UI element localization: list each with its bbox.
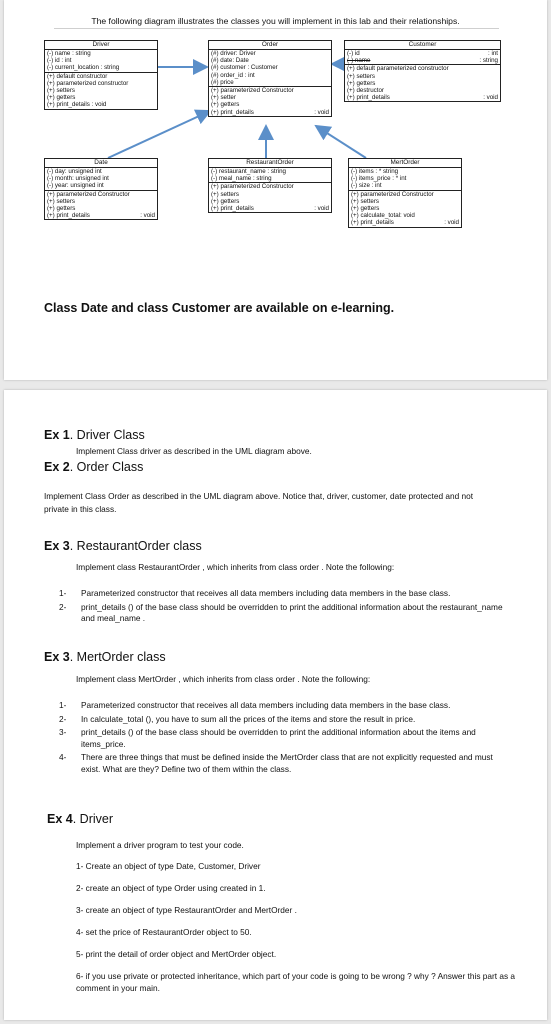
method-label: (+) destructor [347, 87, 384, 95]
method-label: (+) parameterized constructor [47, 79, 129, 87]
method-row [47, 94, 155, 101]
attribute-row [211, 50, 329, 57]
uml-date-class [44, 158, 158, 220]
attribute-type [152, 64, 155, 71]
ex3b-text: Implement class MertOrder , which inherits from class order . Note the following: [76, 674, 371, 684]
attribute-row [47, 182, 155, 189]
intro-text: The following diagram illustrates the classes you will implement in this lab and their relationships. [91, 16, 460, 26]
attributes-section [45, 168, 157, 190]
list-marker: 1- [59, 588, 67, 598]
ex1-heading [44, 428, 145, 442]
attribute-type [326, 57, 329, 64]
method-type [456, 198, 459, 205]
method-row [211, 101, 329, 108]
attribute-type [152, 57, 155, 64]
method-type [326, 87, 329, 94]
method-type [326, 183, 329, 190]
method-label: (+) print_details : void [47, 101, 107, 109]
method-label: (+) setters [347, 72, 376, 80]
step-item: 4- set the price of RestaurantOrder object to 50. [76, 927, 252, 937]
method-type [152, 205, 155, 212]
list-marker: 1- [59, 700, 67, 710]
step-item: 3- create an object of type RestaurantOrder and MertOrder . [76, 905, 297, 915]
date-order-link [108, 111, 210, 158]
list-marker: 3- [59, 727, 67, 737]
exercise-number: Ex 2 [44, 460, 70, 474]
step-item: 6- if you use private or protected inheritance, which part of your code is going to be wrong ? why ? Answer this part as a comment in your main. [76, 971, 516, 993]
step-item: 5- print the detail of order object and MertOrder object. [76, 949, 277, 959]
attribute-label: (#) driver: Driver [211, 50, 256, 57]
method-type: : void [314, 108, 329, 116]
method-label: (+) getters [47, 94, 76, 102]
ex3a-list [59, 588, 504, 627]
method-label: (+) setters [351, 197, 380, 205]
exercise-title: . RestaurantOrder class [69, 539, 202, 553]
attribute-row [211, 57, 329, 64]
attribute-row [351, 182, 459, 189]
method-row [351, 205, 459, 212]
attribute-type [152, 50, 155, 57]
method-label: (+) print_details [211, 205, 254, 213]
methods-section [349, 190, 461, 227]
attributes-section [209, 168, 331, 182]
attribute-row [47, 64, 155, 71]
attribute-row [47, 50, 155, 57]
attribute-label: (-) id : int [47, 57, 72, 65]
exercise-number: Ex 3 [44, 539, 70, 553]
method-label: (+) setters [211, 190, 240, 198]
attributes-section [349, 168, 461, 190]
method-row [347, 65, 498, 72]
method-row [47, 80, 155, 87]
ex2-text: Implement Class Order as described in the UML diagram above. Notice that, driver, customer, date protected and not private in this class. [44, 491, 474, 514]
method-label: (+) getters [211, 197, 240, 205]
method-label: (+) parameterized Constructor [211, 183, 294, 191]
exercise-number: Ex 4 [47, 812, 73, 826]
method-row [47, 205, 155, 212]
attribute-label: (-) restaurant_name : string [211, 168, 286, 175]
method-type [152, 191, 155, 198]
methods-section [345, 64, 500, 101]
methods-section [45, 190, 157, 220]
attribute-row [211, 175, 329, 182]
attribute-label: (-) name : string [47, 50, 91, 57]
method-label: (+) print_details [211, 108, 254, 116]
list-item [59, 752, 504, 775]
list-item-text: Parameterized constructor that receives all data members including data members in the base class. [81, 700, 451, 710]
exercise-title: . Driver [72, 812, 113, 826]
attribute-type [456, 175, 459, 182]
mert-order-link [316, 126, 366, 158]
method-label: (+) default parameterized constructor [347, 65, 449, 73]
method-label: (+) calculate_total: void [351, 212, 415, 220]
attribute-label: (-) year: unsigned int [47, 182, 104, 190]
attribute-row [351, 168, 459, 175]
list-item-text: There are three things that must be defined inside the MertOrder class that are not explicitly requested and must exist. What are they? Define two of them within the class. [81, 752, 493, 774]
attribute-label: (#) price [211, 78, 234, 86]
methods-section [209, 182, 331, 212]
list-marker: 2- [59, 601, 67, 612]
attribute-row [211, 168, 329, 175]
method-type [495, 73, 498, 80]
attribute-type [326, 79, 329, 86]
uml-customer-class [344, 40, 501, 102]
method-type [456, 205, 459, 212]
method-label: (+) getters [47, 205, 76, 213]
ex4-steps [76, 861, 516, 1005]
ex3a-heading [44, 539, 202, 553]
attribute-row [211, 79, 329, 86]
uml-restaurant-order-class [208, 158, 332, 213]
method-row [47, 191, 155, 198]
list-item-text: Parameterized constructor that receives all data members including data members in the base class. [81, 588, 451, 598]
attribute-label: (-) items_price : * int [351, 175, 407, 183]
attribute-type [152, 175, 155, 182]
ex3b-heading [44, 650, 166, 664]
attribute-label: (#) customer : Customer [211, 64, 278, 72]
ex3b-list [59, 700, 504, 777]
step-item: 1- Create an object of type Date, Customer, Driver [76, 861, 261, 871]
method-type [152, 87, 155, 94]
method-label: (+) default constructor [47, 72, 108, 80]
attribute-type [152, 182, 155, 189]
attribute-row [47, 57, 155, 64]
method-label: (+) getters [347, 79, 376, 87]
class-name: Date [45, 159, 157, 168]
method-row [47, 101, 155, 108]
method-label: (+) print_details [47, 212, 90, 220]
attribute-label: (-) id [347, 50, 360, 57]
method-row [47, 212, 155, 219]
method-type [456, 191, 459, 198]
methods-section [209, 86, 331, 116]
method-label: (+) setters [47, 197, 76, 205]
list-item [59, 714, 504, 726]
list-item [59, 727, 504, 750]
attribute-type [456, 168, 459, 175]
ex4-heading [47, 812, 113, 826]
list-item [59, 700, 504, 712]
method-row [211, 87, 329, 94]
ex3a-text: Implement class RestaurantOrder , which inherits from class order . Note the following: [76, 562, 395, 572]
class-name: Driver [45, 41, 157, 50]
uml-driver-class [44, 40, 158, 110]
method-type [456, 212, 459, 219]
attribute-label: (-) name [347, 57, 371, 65]
attribute-label: (-) month: unsigned int [47, 175, 109, 183]
list-item [59, 588, 504, 600]
list-marker: 4- [59, 752, 67, 762]
method-type [326, 198, 329, 205]
uml-order-class [208, 40, 332, 117]
attribute-row [211, 64, 329, 71]
method-label: (+) getters [211, 101, 240, 109]
method-row [47, 73, 155, 80]
method-type: : void [314, 205, 329, 213]
methods-section [45, 72, 157, 109]
method-row [351, 212, 459, 219]
attribute-type: : int [488, 50, 498, 57]
method-type [495, 87, 498, 94]
attributes-section [345, 50, 500, 64]
class-name: Customer [345, 41, 500, 50]
attribute-label: (-) size : int [351, 182, 382, 190]
list-item-text: In calculate_total (), you have to sum all the prices of the items and store the result in price. [81, 713, 416, 724]
method-type: : void [140, 212, 155, 220]
method-row [347, 94, 498, 101]
method-label: (+) print_details [347, 94, 390, 102]
attribute-row [351, 175, 459, 182]
page-1 [4, 0, 547, 380]
ex2-heading [44, 460, 143, 474]
attribute-row [211, 72, 329, 79]
method-label: (+) getters [351, 205, 380, 213]
method-type [326, 94, 329, 101]
ex1-text: Implement Class driver as described in the UML diagram above. [76, 446, 312, 456]
method-row [351, 191, 459, 198]
method-type [326, 191, 329, 198]
attribute-label: (#) date: Date [211, 57, 249, 65]
method-type [326, 101, 329, 108]
method-type [152, 73, 155, 80]
method-row [47, 198, 155, 205]
method-row [47, 87, 155, 94]
class-name: MertOrder [349, 159, 461, 168]
exercise-title: . Order Class [69, 460, 144, 474]
method-row [347, 87, 498, 94]
exercise-title: . Driver Class [69, 428, 145, 442]
method-label: (+) parameterized Constructor [47, 190, 130, 198]
method-label: (+) parameterized Constructor [351, 190, 434, 198]
method-type [152, 80, 155, 87]
attribute-row [47, 175, 155, 182]
exercise-number: Ex 3 [44, 650, 70, 664]
page-2 [4, 390, 547, 1020]
attributes-section [45, 50, 157, 72]
method-row [347, 73, 498, 80]
method-row [347, 80, 498, 87]
attribute-type [326, 50, 329, 57]
attribute-type [326, 64, 329, 71]
attribute-label: (-) current_location : string [47, 64, 120, 72]
list-item-text: print_details () of the base class should be overridden to print the additional information about the restaurant_name and meal_name . [81, 601, 503, 623]
class-name: Order [209, 41, 331, 50]
method-label: (+) parameterized Constructor [211, 87, 294, 95]
attribute-type: : string [479, 57, 498, 65]
method-type [152, 101, 155, 108]
exercise-title: . MertOrder class [69, 650, 166, 664]
attribute-label: (-) items : * string [351, 168, 399, 175]
attribute-type [152, 168, 155, 175]
list-item [59, 602, 504, 625]
method-type [495, 65, 498, 72]
ex4-text: Implement a driver program to test your code. [76, 840, 244, 850]
method-row [351, 219, 459, 226]
method-type: : void [444, 219, 459, 227]
attribute-label: (#) order_id : int [211, 71, 255, 79]
attribute-row [347, 50, 498, 57]
method-row [211, 198, 329, 205]
exercise-number: Ex 1 [44, 428, 70, 442]
attribute-label: (-) day: unsigned int [47, 168, 102, 175]
method-type [152, 198, 155, 205]
step-item: 2- create an object of type Order using created in 1. [76, 883, 266, 893]
attribute-type [326, 175, 329, 182]
method-label: (+) setter [211, 94, 236, 102]
method-type: : void [483, 94, 498, 102]
method-type [152, 94, 155, 101]
method-row [211, 205, 329, 212]
attribute-type [456, 182, 459, 189]
method-row [211, 191, 329, 198]
method-type [495, 80, 498, 87]
attributes-section [209, 50, 331, 86]
method-row [211, 94, 329, 101]
attribute-type [326, 72, 329, 79]
availability-note: Class Date and class Customer are available on e-learning. [44, 301, 395, 315]
attribute-label: (-) meal_name : string [211, 175, 272, 183]
method-label: (+) setters [47, 87, 76, 95]
uml-mert-order-class [348, 158, 462, 228]
method-row [351, 198, 459, 205]
method-label: (+) print_details [351, 219, 394, 227]
list-item-text: print_details () of the base class should be overridden to print the additional information about the items and items_price. [81, 727, 476, 749]
method-row [211, 183, 329, 190]
method-row [211, 109, 329, 116]
attribute-row [347, 57, 498, 64]
class-name: RestaurantOrder [209, 159, 331, 168]
attribute-type [326, 168, 329, 175]
list-marker: 2- [59, 713, 67, 724]
attribute-row [47, 168, 155, 175]
